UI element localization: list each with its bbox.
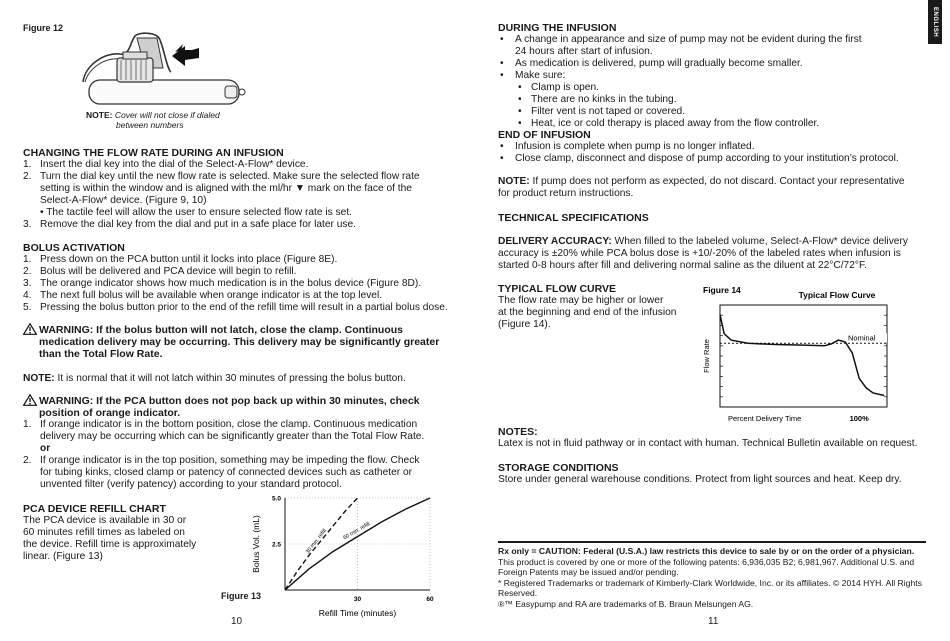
warning-2-line: position of orange indicator.	[39, 407, 181, 419]
warning-2-item-number: 2.	[23, 455, 32, 466]
warning-1-line: WARNING: If the bolus button will not latch, close the clamp. Continuous	[39, 324, 403, 336]
bolus-heading: BOLUS ACTIVATION	[23, 242, 125, 254]
footer	[498, 546, 928, 609]
warning-2-line: WARNING: If the PCA button does not pop back up within 30 minutes, check	[39, 395, 420, 407]
during-item	[498, 34, 918, 58]
during-sub-item	[516, 106, 916, 118]
bullet-icon: •	[500, 34, 504, 45]
chart-title: Typical Flow Curve	[798, 290, 876, 300]
bullet-icon: •	[500, 70, 504, 81]
storage-text: Store under general warehouse conditions. Protect from light sources and heat. Keep dry.	[498, 474, 902, 485]
during-heading: DURING THE INFUSION	[498, 22, 617, 34]
during-sub-item-text: Clamp is open.	[531, 82, 599, 93]
warning-2	[23, 395, 463, 491]
note-1-label: NOTE:	[23, 373, 55, 384]
y-tick-label: 5.0	[271, 495, 281, 503]
bullet-icon: •	[518, 94, 522, 105]
warning-2-item-text: for tubing kinks, closed clamp or patency of connected devices such as catheter or	[40, 467, 413, 478]
warning-1	[23, 324, 463, 360]
end-list	[498, 141, 928, 165]
figure-12-label: Figure 12	[23, 23, 64, 33]
figure-13-label: Figure 13	[221, 591, 262, 601]
x-axis-label: Refill Time (minutes)	[318, 608, 397, 618]
bolus-item-number: 5.	[23, 302, 32, 313]
warning-2-item-number: or	[40, 443, 51, 454]
notes-heading: NOTES:	[498, 426, 538, 438]
x-tick-label: 30	[353, 596, 362, 603]
tech-heading: TECHNICAL SPECIFICATIONS	[498, 212, 649, 224]
note-2-label: NOTE:	[498, 176, 530, 187]
bolus-item	[23, 290, 468, 302]
warning-2-item	[23, 419, 463, 443]
storage-heading: STORAGE CONDITIONS	[498, 462, 619, 474]
bolus-item-number: 1.	[23, 254, 32, 265]
flow-curve-text	[498, 295, 698, 331]
changing-item-number: 1.	[23, 159, 32, 170]
end-item	[498, 141, 928, 153]
bolus-list	[23, 254, 468, 314]
changing-item-number: 2.	[23, 171, 32, 182]
warning-2-item-text: If orange indicator is in the top position, something may be impeding the flow. Check	[40, 455, 420, 466]
flow-curve-line: at the beginning and end of the infusion	[498, 307, 677, 318]
footer-line: ®™ Easypump and RA are trademarks of B. Braun Melsungen AG.	[498, 598, 754, 609]
warning-2-list	[23, 419, 463, 491]
bullet-icon: •	[518, 82, 522, 93]
warning-1-line: than the Total Flow Rate.	[39, 348, 163, 360]
x-tick-label: 100%	[849, 414, 869, 423]
bolus-item-number: 3.	[23, 278, 32, 289]
warning-2-item-text: delivery may be occurring which can be significantly greater than the Total Flow Rate.	[40, 431, 425, 442]
flow-curve-chart	[697, 283, 927, 428]
end-item-text: Close clamp, disconnect and dispose of pump according to your institution’s protocol.	[515, 153, 899, 164]
bullet-icon: •	[500, 141, 504, 152]
accuracy-label: DELIVERY ACCURACY:	[498, 236, 612, 247]
bolus-item	[23, 254, 468, 266]
figure-14-label: Figure 14	[703, 285, 741, 295]
during-list	[498, 34, 918, 82]
bolus-item-text: Bolus will be delivered and PCA device will begin to refill.	[40, 266, 297, 277]
flow-curve-heading: TYPICAL FLOW CURVE	[498, 283, 617, 295]
refill-line: linear. (Figure 13)	[23, 551, 103, 562]
bolus-item	[23, 278, 468, 290]
bullet-icon: •	[518, 106, 522, 117]
changing-item-text: Select-A-Flow* device. (Figure 9, 10)	[40, 195, 207, 206]
y-axis-label: Flow Rate	[702, 339, 711, 373]
note-2	[498, 176, 928, 200]
warning-1-line: medication delivery may be occurring. This delivery may be significantly greater	[39, 336, 440, 348]
during-sub-item-text: Filter vent is not taped or covered.	[531, 106, 686, 117]
flow-curve-line	[720, 315, 884, 396]
changing-item	[23, 171, 463, 219]
footer-line: Foreign Patents may be issued and/or pending.	[498, 567, 679, 577]
notes-text: Latex is not in fluid pathway or in contact with human. Technical Bulletin available on request.	[498, 438, 918, 449]
accuracy-line: started 0-8 hours after fill and delivering normal saline as the diluent at 22°C/72°F.	[498, 260, 867, 271]
y-axis-label: Bolus Vol. (mL)	[251, 515, 261, 573]
changing-item-text: Remove the dial key from the dial and put in a safe place for later use.	[40, 219, 356, 230]
changing-item	[23, 219, 463, 231]
during-item-text: A change in appearance and size of pump may not be evident during the first	[515, 34, 862, 45]
changing-list	[23, 159, 463, 231]
bolus-item-number: 4.	[23, 290, 32, 301]
footer-line: Reserved.	[498, 588, 538, 598]
during-sub-item	[516, 94, 916, 106]
footer-line: * Registered Trademarks or trademark of Kimberly-Clark Worldwide, Inc. or its affiliates. © 2014 HYH. All Rights	[498, 577, 922, 588]
note-label: NOTE:	[86, 110, 113, 120]
changing-item-text: Insert the dial key into the dial of the Select-A-Flow* device.	[40, 159, 309, 170]
note-2-line: for product return instructions.	[498, 188, 634, 199]
warning-2-text	[23, 395, 463, 419]
refill-line: The PCA device is available in 30 or	[23, 515, 187, 526]
warning-2-item-number: 1.	[23, 419, 32, 430]
right-page	[475, 0, 950, 641]
series-label-2: 60 min. refill	[342, 521, 372, 542]
language-tab: ENGLISH	[928, 0, 942, 44]
warning-2-item-text: If orange indicator is in the bottom position, close the clamp. Continuous medication	[40, 419, 418, 430]
figure-12-note	[86, 110, 220, 130]
warning-2-item	[23, 455, 463, 491]
footer-rule	[498, 541, 926, 543]
refill-line: 60 minutes refill times as labeled on	[23, 527, 185, 538]
accuracy-line: When filled to the labeled volume, Select-A-Flow* device delivery	[614, 236, 908, 247]
page-number-left: 10	[231, 616, 243, 627]
flow-curve-line: The flow rate may be higher or lower	[498, 295, 664, 306]
changing-item-text: setting is within the window and is aligned with the ml/hr ▼ mark on the face of the	[40, 183, 412, 194]
refill-text	[23, 515, 223, 563]
bolus-item-text: The next full bolus will be available when orange indicator is at the top level.	[40, 290, 383, 301]
delivery-accuracy	[498, 236, 928, 272]
y-tick-label: 2.5	[271, 541, 281, 549]
warning-2-item	[23, 443, 463, 455]
x-axis-label: Percent Delivery Time	[728, 414, 802, 423]
warning-1-text	[23, 324, 463, 360]
bolus-item	[23, 302, 468, 314]
during-sub-item-text: Heat, ice or cold therapy is placed away from the flow controller.	[531, 118, 820, 129]
during-item-text: 24 hours after start of infusion.	[515, 46, 653, 57]
bolus-item-text: Pressing the bolus button prior to the end of the refill time will result in a partial bolus dose.	[40, 302, 448, 313]
nominal-label: Nominal	[848, 333, 876, 343]
caution-text: Rx only = CAUTION: Federal (U.S.A.) law restricts this device to sale by or on the order of a physician.	[498, 546, 915, 556]
end-item	[498, 153, 928, 165]
during-item	[498, 70, 918, 82]
during-sub-item-text: There are no kinks in the tubing.	[531, 94, 677, 105]
note-1	[23, 373, 468, 385]
series-label-1: 30 min. refill	[304, 528, 328, 556]
refill-line: the device. Refill time is approximately	[23, 539, 197, 550]
note-2-line: If pump does not perform as expected, do not discard. Contact your representative	[532, 176, 905, 187]
footer-lines	[498, 557, 928, 610]
bolus-item-number: 2.	[23, 266, 32, 277]
during-item-text: As medication is delivered, pump will gradually become smaller.	[515, 58, 803, 69]
changing-item-number: 3.	[23, 219, 32, 230]
accuracy-line: accuracy is ±20% while PCA bolus dose is +10/-20% of the labeled rates when infusion is	[498, 248, 901, 259]
during-item-text: Make sure:	[515, 70, 566, 81]
changing-heading: CHANGING THE FLOW RATE DURING AN INFUSION	[23, 147, 284, 159]
note-text-2: between numbers	[116, 120, 184, 130]
during-sub-list	[516, 82, 916, 130]
x-tick-label: 60	[426, 596, 434, 603]
warning-2-item-text: unvented filter (verify patency) according to your standard protocol.	[40, 479, 342, 490]
changing-item-text: Turn the dial key until the new flow rate is selected. Make sure the selected flow rate	[40, 171, 420, 182]
during-item	[498, 58, 918, 70]
page-number-right: 11	[708, 616, 719, 627]
bolus-item-text: The orange indicator shows how much medication is in the bolus device (Figure 8D).	[40, 278, 422, 289]
changing-item-text: • The tactile feel will allow the user to ensure selected flow rate is set.	[40, 207, 352, 218]
end-heading: END OF INFUSION	[498, 129, 591, 141]
bolus-item-text: Press down on the PCA button until it locks into place (Figure 8E).	[40, 254, 338, 265]
note-1-text: It is normal that it will not latch within 30 minutes of pressing the bolus button.	[57, 373, 406, 384]
bullet-icon: •	[500, 58, 504, 69]
bullet-icon: •	[500, 153, 504, 164]
warning-triangle-icon	[23, 394, 37, 406]
during-sub-item	[516, 82, 916, 94]
warning-triangle-icon	[23, 323, 37, 335]
flow-curve-line: (Figure 14).	[498, 319, 551, 330]
refill-heading: PCA DEVICE REFILL CHART	[23, 503, 166, 515]
refill-chart	[245, 490, 445, 625]
bolus-item	[23, 266, 468, 278]
end-item-text: Infusion is complete when pump is no longer inflated.	[515, 141, 755, 152]
bullet-icon: •	[518, 118, 522, 129]
footer-line: This product is covered by one or more of the following patents: 6,936,035 B2; 6,981,967. Additional U.S. and	[498, 556, 915, 567]
changing-item	[23, 159, 463, 171]
note-text: Cover will not close if dialed	[114, 110, 220, 120]
pump-device-illustration	[75, 30, 250, 110]
plot-frame	[720, 305, 887, 407]
